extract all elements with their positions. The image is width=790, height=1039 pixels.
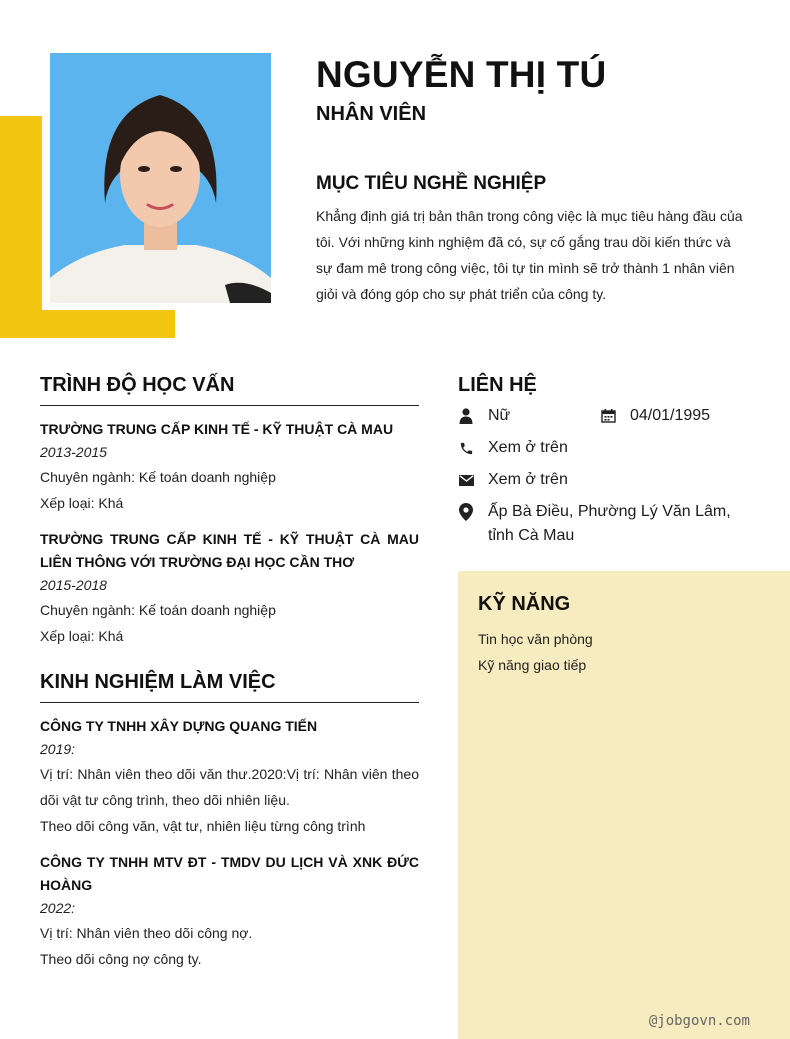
- candidate-name: NGUYỄN THỊ TÚ: [316, 54, 607, 95]
- education-entry: [40, 418, 419, 516]
- calendar-icon: [600, 404, 616, 428]
- experience-heading: KINH NGHIỆM LÀM VIỆC: [40, 671, 419, 703]
- education-grade: Xếp loại: Khá: [40, 628, 124, 644]
- objective-heading: MỤC TIÊU NGHỀ NGHIỆP: [316, 173, 547, 194]
- left-column: [40, 374, 419, 984]
- experience-entry: [40, 715, 419, 839]
- contact-phone: [458, 436, 568, 460]
- education-entry: [40, 528, 419, 649]
- experience-position: Vị trí: Nhân viên theo dõi công nợ.: [40, 925, 253, 941]
- skills-heading: KỸ NĂNG: [478, 593, 571, 615]
- skills-panel: [458, 571, 790, 1039]
- experience-entry: [40, 851, 419, 972]
- skill-item: Kỹ năng giao tiếp: [478, 657, 587, 673]
- skills-list: [478, 626, 593, 678]
- contact-email: [458, 468, 568, 492]
- experience-duty: Theo dõi công nợ công ty.: [40, 951, 202, 967]
- company-name: CÔNG TY TNHH MTV ĐT - TMDV DU LỊCH VÀ XNK ĐỨC HOÀNG: [40, 854, 419, 893]
- education-major: Chuyên ngành: Kế toán doanh nghiệp: [40, 469, 276, 485]
- education-major: Chuyên ngành: Kế toán doanh nghiệp: [40, 602, 276, 618]
- education-grade: Xếp loại: Khá: [40, 495, 124, 511]
- watermark: @jobgovn.com: [648, 1013, 750, 1029]
- profile-photo: [50, 53, 271, 303]
- birthday-value: 04/01/1995: [630, 407, 711, 424]
- contact-heading: LIÊN HỆ: [458, 374, 537, 396]
- company-name: CÔNG TY TNHH XÂY DỰNG QUANG TIẾN: [40, 718, 318, 734]
- address-value: Ấp Bà Điều, Phường Lý Văn Lâm, tỉnh Cà Mau: [488, 503, 731, 544]
- contact-address: [458, 500, 758, 548]
- email-value: Xem ở trên: [488, 471, 568, 488]
- contact-birthday: [600, 404, 710, 428]
- experience-position: Vị trí: Nhân viên theo dõi văn thư.2020:Vị trí: Nhân viên theo dõi vật tư công trình, theo dõi nhiên liệu.: [40, 766, 419, 808]
- location-pin-icon: [458, 500, 474, 524]
- candidate-job-title: NHÂN VIÊN: [316, 103, 427, 125]
- phone-icon: [458, 436, 474, 460]
- contact-gender: [458, 404, 510, 428]
- experience-period: 2022:: [40, 900, 76, 916]
- experience-period: 2019:: [40, 741, 76, 757]
- experience-duty: Theo dõi công văn, vật tư, nhiên liệu từng công trình: [40, 818, 366, 834]
- phone-value: Xem ở trên: [488, 439, 568, 456]
- objective-text: Khẳng định giá trị bản thân trong công việc là mục tiêu hàng đầu của tôi. Với những kinh nghiệm đã có, sự cố gắng trau dồi kiến thức và sự đam mê trong công việc, tôi tự tin mình sẽ trở thành 1 nhân viên giỏi và đóng góp cho sự phát triển của công ty.: [316, 208, 743, 302]
- skill-item: Tin học văn phòng: [478, 631, 593, 647]
- education-period: 2015-2018: [40, 577, 107, 593]
- person-icon: [458, 404, 474, 428]
- gender-value: Nữ: [488, 407, 511, 424]
- education-period: 2013-2015: [40, 444, 107, 460]
- school-name: TRƯỜNG TRUNG CẤP KINH TẾ - KỸ THUẬT CÀ MAU: [40, 421, 394, 437]
- school-name: TRƯỜNG TRUNG CẤP KINH TẾ - KỸ THUẬT CÀ MAU LIÊN THÔNG VỚI TRƯỜNG ĐẠI HỌC CẦN THƠ: [40, 531, 419, 570]
- education-heading: TRÌNH ĐỘ HỌC VẤN: [40, 374, 419, 406]
- mail-icon: [458, 468, 474, 492]
